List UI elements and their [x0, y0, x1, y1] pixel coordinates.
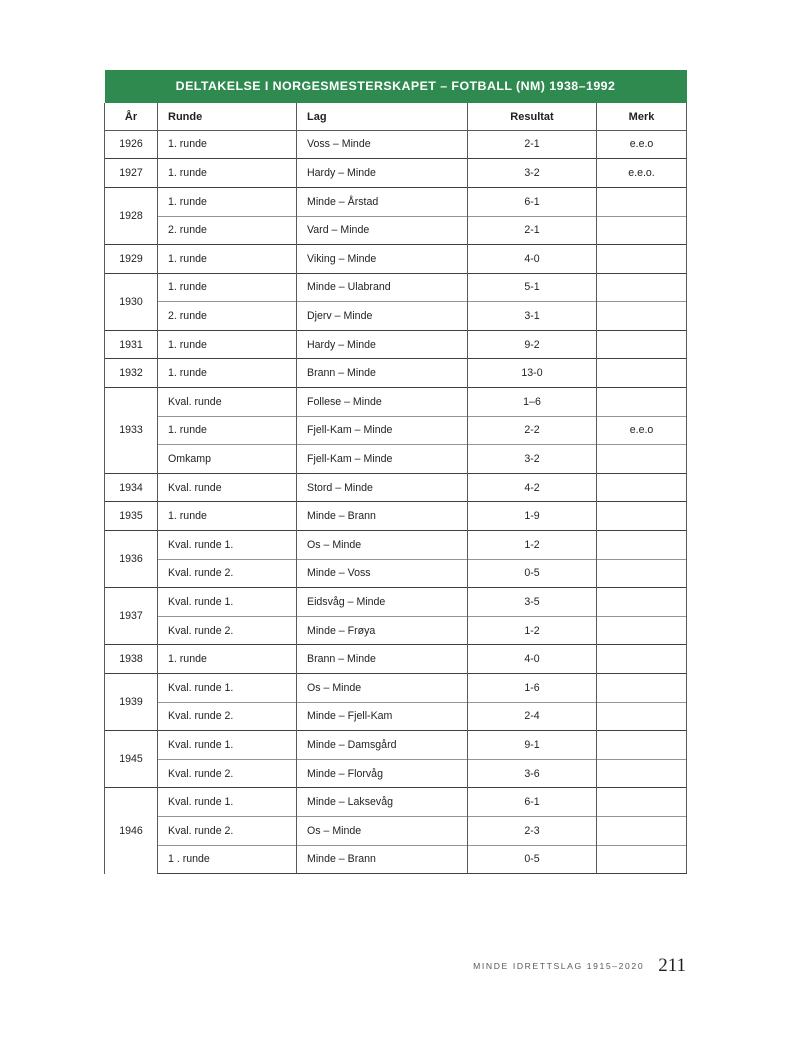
- cell-ar: 1930: [105, 273, 158, 330]
- cell-merk: [597, 845, 687, 874]
- cell-runde: Kval. runde 1.: [158, 531, 297, 560]
- table-row: [105, 702, 687, 731]
- cell-ar: 1945: [105, 731, 158, 788]
- table-row: [105, 159, 687, 188]
- cell-ar: 1927: [105, 159, 158, 188]
- cell-merk: [597, 359, 687, 388]
- cell-lag: Minde – Frøya: [297, 616, 468, 645]
- table-row: [105, 473, 687, 502]
- cell-lag: Brann – Minde: [297, 645, 468, 674]
- cell-lag: Minde – Florvåg: [297, 759, 468, 788]
- table-row: [105, 187, 687, 216]
- table-row: [105, 388, 687, 417]
- table-row: [105, 445, 687, 474]
- column-header-merk: Merk: [597, 103, 687, 131]
- cell-runde: 1. runde: [158, 359, 297, 388]
- page-footer: [0, 955, 800, 989]
- cell-runde: 1. runde: [158, 245, 297, 274]
- cell-merk: [597, 788, 687, 817]
- cell-merk: [597, 216, 687, 245]
- cell-lag: Voss – Minde: [297, 130, 468, 159]
- cell-runde: Kval. runde 2.: [158, 559, 297, 588]
- cell-runde: 1. runde: [158, 502, 297, 531]
- cell-resultat: 9-2: [468, 330, 597, 359]
- cell-resultat: 3-5: [468, 588, 597, 617]
- cell-ar: 1926: [105, 130, 158, 159]
- cell-resultat: 2-3: [468, 816, 597, 845]
- cell-runde: Kval. runde 1.: [158, 788, 297, 817]
- cell-runde: 1. runde: [158, 187, 297, 216]
- cell-resultat: 2-4: [468, 702, 597, 731]
- table-row: [105, 788, 687, 817]
- table-row: [105, 845, 687, 874]
- cell-ar: 1931: [105, 330, 158, 359]
- table-column-header-row: [105, 103, 687, 131]
- cell-merk: [597, 759, 687, 788]
- cell-runde: 2. runde: [158, 216, 297, 245]
- cell-ar: 1937: [105, 588, 158, 645]
- cell-runde: 1. runde: [158, 416, 297, 445]
- cell-runde: 1 . runde: [158, 845, 297, 874]
- cell-merk: [597, 330, 687, 359]
- cell-runde: Kval. runde 2.: [158, 759, 297, 788]
- cell-merk: [597, 731, 687, 760]
- table-row: [105, 245, 687, 274]
- cell-merk: [597, 187, 687, 216]
- cell-merk: e.e.o: [597, 130, 687, 159]
- cell-lag: Brann – Minde: [297, 359, 468, 388]
- cell-runde: 1. runde: [158, 645, 297, 674]
- cell-merk: [597, 531, 687, 560]
- cell-resultat: 1-2: [468, 531, 597, 560]
- nm-participation-table: [104, 70, 687, 874]
- column-header-resultat: Resultat: [468, 103, 597, 131]
- cell-runde: 1. runde: [158, 159, 297, 188]
- cell-runde: 1. runde: [158, 130, 297, 159]
- cell-ar: 1935: [105, 502, 158, 531]
- table-banner-title: DELTAKELSE I NORGESMESTERSKAPET – FOTBALL (NM) 1938–1992: [105, 70, 687, 103]
- cell-lag: Minde – Fjell-Kam: [297, 702, 468, 731]
- cell-lag: Eidsvåg – Minde: [297, 588, 468, 617]
- cell-resultat: 1–6: [468, 388, 597, 417]
- table-row: [105, 130, 687, 159]
- cell-runde: 2. runde: [158, 302, 297, 331]
- cell-lag: Minde – Laksevåg: [297, 788, 468, 817]
- footer-page-number: 211: [658, 955, 686, 976]
- cell-resultat: 1-2: [468, 616, 597, 645]
- cell-resultat: 0-5: [468, 559, 597, 588]
- column-header-runde: Runde: [158, 103, 297, 131]
- cell-merk: [597, 816, 687, 845]
- cell-runde: Kval. runde 2.: [158, 616, 297, 645]
- cell-resultat: 6-1: [468, 187, 597, 216]
- cell-ar: 1939: [105, 674, 158, 731]
- cell-merk: [597, 302, 687, 331]
- table-row: [105, 216, 687, 245]
- cell-lag: Fjell-Kam – Minde: [297, 445, 468, 474]
- cell-lag: Minde – Brann: [297, 845, 468, 874]
- cell-ar: 1938: [105, 645, 158, 674]
- table-row: [105, 502, 687, 531]
- cell-runde: Kval. runde 1.: [158, 674, 297, 703]
- cell-lag: Os – Minde: [297, 531, 468, 560]
- cell-ar: 1934: [105, 473, 158, 502]
- cell-runde: 1. runde: [158, 330, 297, 359]
- table-row: [105, 302, 687, 331]
- column-header-lag: Lag: [297, 103, 468, 131]
- table-row: [105, 330, 687, 359]
- table-row: [105, 616, 687, 645]
- cell-merk: [597, 588, 687, 617]
- cell-lag: Minde – Årstad: [297, 187, 468, 216]
- cell-resultat: 2-2: [468, 416, 597, 445]
- cell-runde: Kval. runde 1.: [158, 588, 297, 617]
- cell-runde: 1. runde: [158, 273, 297, 302]
- table-row: [105, 273, 687, 302]
- cell-ar: 1936: [105, 531, 158, 588]
- table-banner-row: [105, 70, 687, 103]
- cell-resultat: 3-2: [468, 445, 597, 474]
- table-row: [105, 588, 687, 617]
- cell-lag: Minde – Brann: [297, 502, 468, 531]
- cell-lag: Fjell-Kam – Minde: [297, 416, 468, 445]
- cell-lag: Hardy – Minde: [297, 330, 468, 359]
- cell-resultat: 9-1: [468, 731, 597, 760]
- cell-resultat: 6-1: [468, 788, 597, 817]
- cell-merk: [597, 388, 687, 417]
- cell-merk: [597, 445, 687, 474]
- table-row: [105, 645, 687, 674]
- cell-merk: e.e.o: [597, 416, 687, 445]
- cell-resultat: 13-0: [468, 359, 597, 388]
- cell-ar: 1932: [105, 359, 158, 388]
- cell-runde: Omkamp: [158, 445, 297, 474]
- cell-lag: Minde – Damsgård: [297, 731, 468, 760]
- table-row: [105, 359, 687, 388]
- cell-runde: Kval. runde 1.: [158, 731, 297, 760]
- cell-resultat: 1-9: [468, 502, 597, 531]
- cell-resultat: 3-1: [468, 302, 597, 331]
- cell-lag: Hardy – Minde: [297, 159, 468, 188]
- table-row: [105, 559, 687, 588]
- cell-merk: [597, 473, 687, 502]
- cell-lag: Vard – Minde: [297, 216, 468, 245]
- cell-resultat: 0-5: [468, 845, 597, 874]
- cell-resultat: 2-1: [468, 130, 597, 159]
- cell-runde: Kval. runde 2.: [158, 816, 297, 845]
- table-row: [105, 674, 687, 703]
- cell-merk: [597, 616, 687, 645]
- table-body: [105, 130, 687, 873]
- cell-resultat: 4-2: [468, 473, 597, 502]
- cell-resultat: 5-1: [468, 273, 597, 302]
- cell-lag: Os – Minde: [297, 816, 468, 845]
- cell-resultat: 3-6: [468, 759, 597, 788]
- cell-lag: Minde – Ulabrand: [297, 273, 468, 302]
- cell-merk: [597, 273, 687, 302]
- cell-ar: 1928: [105, 187, 158, 244]
- table-row: [105, 731, 687, 760]
- cell-runde: Kval. runde: [158, 388, 297, 417]
- cell-merk: [597, 674, 687, 703]
- cell-lag: Follese – Minde: [297, 388, 468, 417]
- cell-resultat: 3-2: [468, 159, 597, 188]
- cell-lag: Djerv – Minde: [297, 302, 468, 331]
- table-row: [105, 416, 687, 445]
- footer-publication-label: MINDE IDRETTSLAG 1915–2020: [473, 961, 645, 971]
- cell-ar: 1946: [105, 788, 158, 874]
- cell-resultat: 2-1: [468, 216, 597, 245]
- cell-lag: Stord – Minde: [297, 473, 468, 502]
- cell-merk: [597, 645, 687, 674]
- cell-resultat: 1-6: [468, 674, 597, 703]
- cell-lag: Os – Minde: [297, 674, 468, 703]
- column-header-ar: År: [105, 103, 158, 131]
- table-row: [105, 816, 687, 845]
- cell-merk: [597, 245, 687, 274]
- table-row: [105, 531, 687, 560]
- cell-merk: e.e.o.: [597, 159, 687, 188]
- cell-merk: [597, 702, 687, 731]
- cell-ar: 1933: [105, 388, 158, 474]
- cell-lag: Viking – Minde: [297, 245, 468, 274]
- cell-runde: Kval. runde 2.: [158, 702, 297, 731]
- cell-merk: [597, 559, 687, 588]
- cell-ar: 1929: [105, 245, 158, 274]
- cell-resultat: 4-0: [468, 645, 597, 674]
- cell-lag: Minde – Voss: [297, 559, 468, 588]
- cell-merk: [597, 502, 687, 531]
- table-row: [105, 759, 687, 788]
- cell-resultat: 4-0: [468, 245, 597, 274]
- cell-runde: Kval. runde: [158, 473, 297, 502]
